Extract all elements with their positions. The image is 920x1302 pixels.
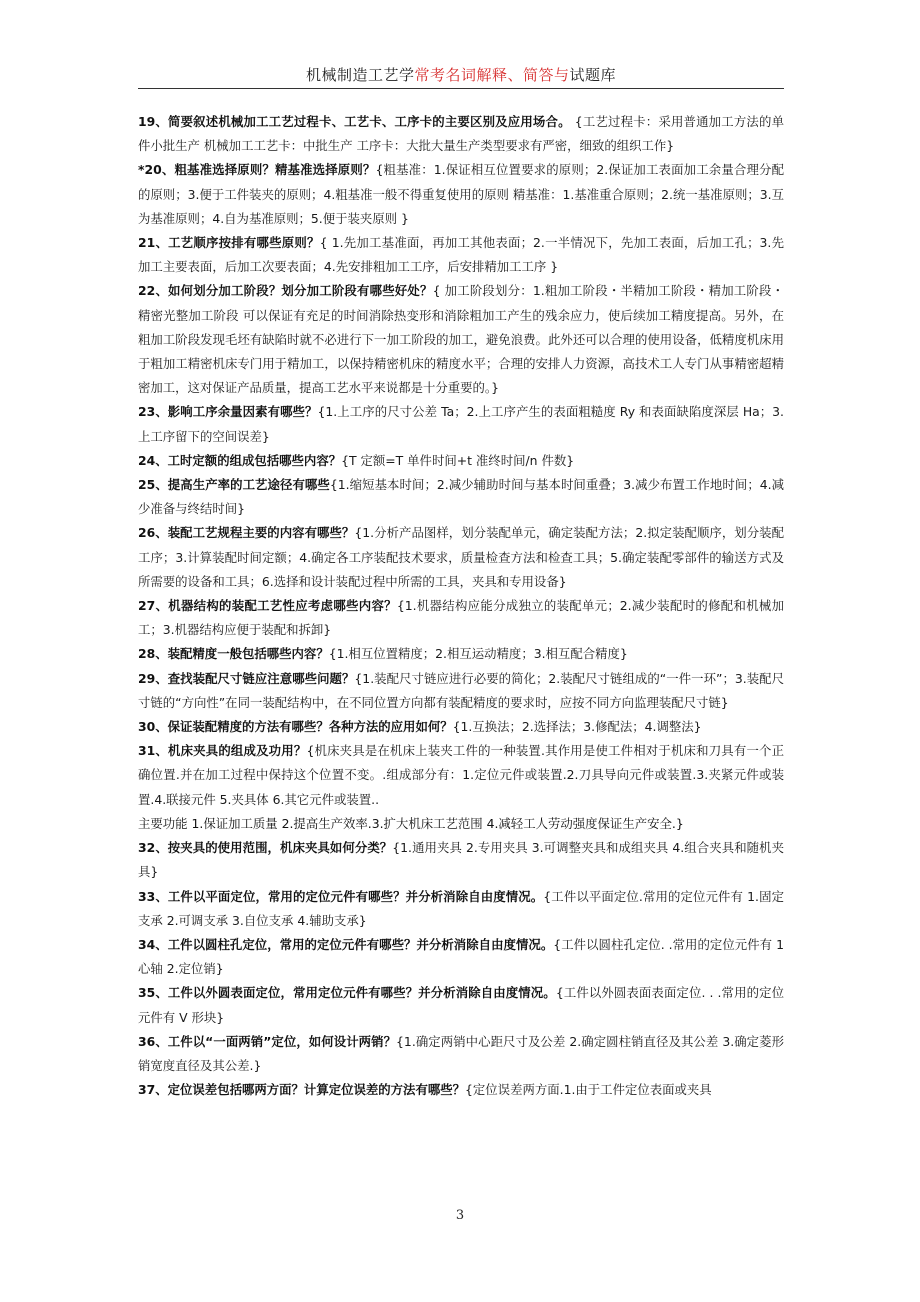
question-item-25 (138, 473, 784, 521)
question-item-34 (138, 933, 784, 981)
question-text: 33、工件以平面定位，常用的定位元件有哪些？并分析消除自由度情况。 (138, 888, 544, 904)
question-item-31 (138, 739, 784, 812)
question-list (138, 110, 784, 1102)
question-item-35 (138, 981, 784, 1029)
question-item-28 (138, 642, 784, 666)
answer-text: {机床夹具是在机床上装夹工件的一种装置.其作用是使工件相对于机床和刀具有一个正确位置.并在加工过程中保持这个位置不变。.组成部分有：1.定位元件或装置.2.刀具导向元件或装置.3.夹紧元件或装置.4.联接元件 5.夹具体 6.其它元件或装置.. (138, 743, 784, 807)
question-text: 21、工艺顺序按排有哪些原则？ (138, 235, 320, 251)
question-item-26 (138, 521, 784, 594)
question-item-37 (138, 1078, 784, 1102)
answer-text: {1.互换法；2.选择法；3.修配法；4.调整法} (452, 719, 702, 735)
question-text: 28、装配精度一般包括哪些内容？ (138, 646, 329, 662)
question-text: 29、查找装配尺寸链应注意哪些问题？ (138, 670, 355, 686)
question-item-20 (138, 158, 784, 231)
answer-text: {1.装配尺寸链应进行必要的简化；2.装配尺寸链组成的“一件一环”；3.装配尺寸链的“方向性”在同一装配结构中，在不同位置方向都有装配精度的要求时，应按不同方向监理装配尺寸链} (138, 670, 785, 710)
answer-text: {工艺过程卡：采用普通加工方法的单件小批生产 机械加工工艺卡：中批生产 工序卡：大批大量生产类型要求有严密，细致的组织工作} (138, 114, 784, 154)
answer-text: { 加工阶段划分：1.粗加工阶段・半精加工阶段・精加工阶段・精密光整加工阶段 可以保证有充足的时间消除热变形和消除粗加工产生的残余应力，使后续加工精度提高。另外，在粗加工阶段发现毛坯有缺陷时就不必进行下一加工阶段的加工，避免浪费。此外还可以合理的使用设备，低精度机床用于粗加工精密机床专门用于精加工，以保持精密机床的精度水平；合理的安排人力资源，高技术工人专门从事精密超精密加工，这对保证产品质量，提高工艺水平来说都是十分重要的。} (138, 283, 784, 396)
answer-text: {定位误差两方面.1.由于工件定位表面或夹具 (465, 1082, 712, 1098)
question-text: 25、提高生产率的工艺途径有哪些 (138, 477, 330, 493)
page-number: 3 (455, 1208, 465, 1223)
header-title-part3: 试题库 (569, 66, 617, 84)
answer-text: {1.确定两销中心距尺寸及公差 2.确定圆柱销直径及其公差 3.确定菱形销宽度直径及其公差.} (138, 1033, 784, 1073)
question-item-30 (138, 715, 784, 739)
question-item-27 (138, 594, 784, 642)
question-text: 36、工件以“一面两销”定位，如何设计两销？ (138, 1033, 397, 1049)
answer-text: {1.上工序的尺寸公差 Ta；2.上工序产生的表面粗糙度 Ry 和表面缺陷度深层 Ha；3.上工序留下的空间误差} (138, 404, 784, 444)
question-item-19 (138, 110, 784, 158)
question-text: 22、如何划分加工阶段？划分加工阶段有哪些好处？ (138, 283, 433, 299)
answer-text: {T 定额=T 单件时间+t 准终时间/n 件数} (341, 452, 575, 468)
answer-text: {1.通用夹具 2.专用夹具 3.可调整夹具和成组夹具 4.组合夹具和随机夹具} (138, 840, 784, 880)
header-title-part2: 常考名词解释、简答与 (414, 66, 570, 84)
question-text: 24、工时定额的组成包括哪些内容？ (138, 452, 342, 468)
answer-text: {工件以平面定位.常用的定位元件有 1.固定支承 2.可调支承 3.自位支承 4.辅助支承} (138, 888, 784, 928)
answer-text: {工件以圆柱孔定位. .常用的定位元件有 1 心轴 2.定位销} (138, 936, 784, 977)
question-item-32 (138, 836, 784, 884)
question-item-23 (138, 400, 784, 448)
page-header (138, 64, 784, 85)
answer-text: {1.缩短基本时间；2.减少辅助时间与基本时间重叠；3.减少布置工作地时间；4.减少准备与终结时间} (138, 477, 785, 517)
answer-text: { 1.先加工基准面，再加工其他表面；2.一半情况下，先加工表面，后加工孔；3.先加工主要表面，后加工次要表面；4.先安排粗加工工序，后安排精加工工序 } (138, 235, 784, 275)
answer-text: {1.机器结构应能分成独立的装配单元；2.减少装配时的修配和机械加工；3.机器结构应便于装配和拆卸} (138, 598, 784, 638)
answer-text: {粗基准：1.保证相互位置要求的原则；2.保证加工表面加工余量合理分配的原则；3.便于工件装夹的原则；4.粗基准一般不得重复使用的原则 精基准：1.基准重合原则；2.统一基准原则；3.互为基准原则；4.自为基准原则；5.便于装夹原则 } (138, 162, 784, 226)
header-divider (138, 88, 784, 89)
question-item-21 (138, 231, 784, 279)
answer-text: {1.分析产品图样，划分装配单元，确定装配方法；2.拟定装配顺序，划分装配工序；3.计算装配时间定额；4.确定各工序装配技术要求，质量检查方法和检查工具；5.确定装配零部件的输送方式及所需要的设备和工具；6.选择和设计装配过程中所需的工具，夹具和专用设备} (138, 525, 784, 589)
answer-continuation: 主要功能 1.保证加工质量 2.提高生产效率.3.扩大机床工艺范围 4.减轻工人劳动强度保证生产安全.} (138, 815, 684, 831)
question-text: 19、简要叙述机械加工工艺过程卡、工艺卡、工序卡的主要区别及应用场合。 (138, 114, 571, 129)
question-text: *20、粗基准选择原则？精基准选择原则？ (138, 162, 376, 178)
question-item-24 (138, 449, 784, 473)
question-text: 34、工件以圆柱孔定位，常用的定位元件有哪些？并分析消除自由度情况。 (138, 936, 554, 952)
answer-text: {工件以外圆表面表面定位. . .常用的定位元件有 V 形块} (138, 985, 785, 1025)
question-text: 30、保证装配精度的方法有哪些？各种方法的应用如何？ (138, 719, 453, 735)
question-item-29 (138, 667, 784, 715)
question-text: 35、工件以外圆表面定位，常用定位元件有哪些？并分析消除自由度情况。 (138, 985, 556, 1001)
header-title-part1: 机械制造工艺学 (305, 66, 415, 84)
question-item-22 (138, 279, 784, 400)
question-item-33 (138, 885, 784, 933)
question-text: 32、按夹具的使用范围，机床夹具如何分类？ (138, 840, 393, 856)
question-item-36 (138, 1030, 784, 1078)
question-text: 27、机器结构的装配工艺性应考虑哪些内容？ (138, 598, 397, 614)
question-text: 37、定位误差包括哪两方面？计算定位误差的方法有哪些？ (138, 1082, 466, 1098)
question-text: 31、机床夹具的组成及功用？ (138, 743, 307, 759)
answer-text: {1.相互位置精度；2.相互运动精度；3.相互配合精度} (328, 646, 628, 662)
question-text: 26、装配工艺规程主要的内容有哪些？ (138, 525, 355, 541)
question-text: 23、影响工序余量因素有哪些？ (138, 404, 318, 420)
watermark: ​ (211, 601, 253, 659)
